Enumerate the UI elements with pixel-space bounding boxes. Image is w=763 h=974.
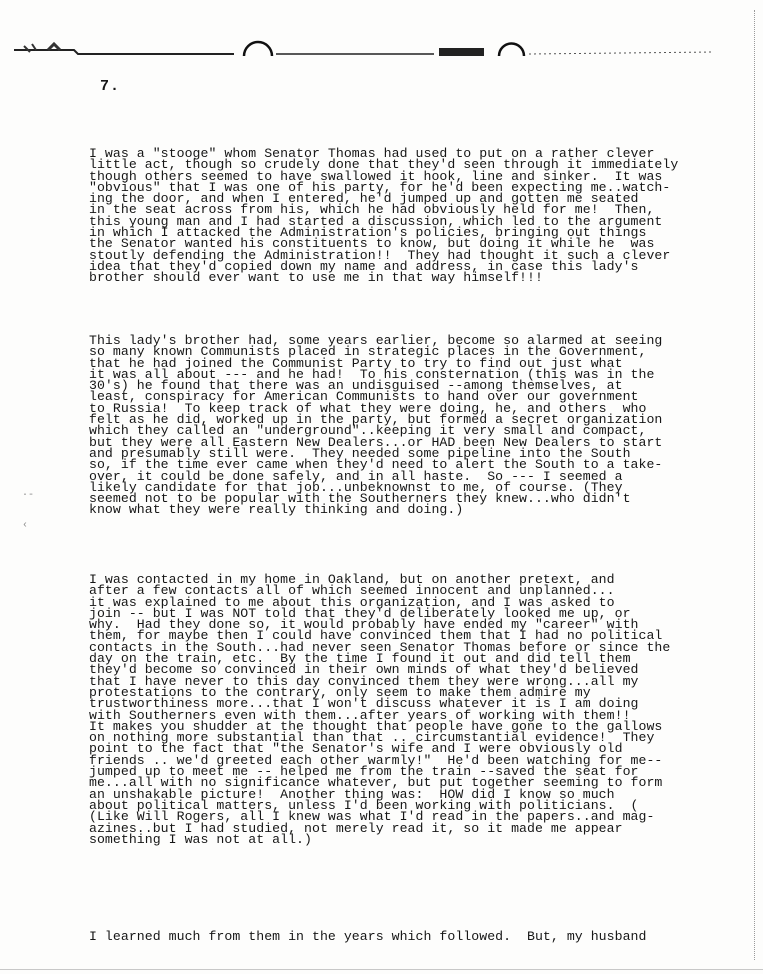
text-line: an unshakable picture! Another thing was: HOW did I know so much: [89, 786, 615, 802]
text-line: in the seat across from his, which he had obviously held for me! Then,: [89, 202, 655, 218]
text-line: It makes you shudder at the thought that people have gone to the gallows: [89, 718, 663, 734]
text-line: after a few contacts all of which seemed innocent and unplanned...: [89, 583, 615, 599]
text-line: friends .. we'd greeted each other warmly!" He'd been watching for me--: [89, 752, 663, 768]
text-line: "obvious" that I was one of his party, for he'd been expecting me..watch-: [89, 179, 671, 195]
text-line: know what they were really thinking and doing.): [89, 502, 464, 518]
text-line: to Russia! To keep track of what they were doing, he, and others who: [89, 400, 647, 416]
text-line: in which I attacked the Administration's policies, bringing out things: [89, 225, 647, 241]
text-line: though others seemed to have swallowed it hook, line and sinker. It was: [89, 168, 663, 184]
text-line: day on the train, etc. By the time I found it out and did tell them: [89, 651, 631, 667]
margin-mark: ‹: [22, 520, 29, 531]
margin-mark: ·-: [22, 490, 35, 501]
text-line: ing the door, and when I entered, he'd jumped up and gotten me seated: [89, 191, 639, 207]
text-line: that he had joined the Communist Party to try to find out just what: [89, 355, 623, 371]
text-line: so, if the time ever came when they'd need to alert the South to a take-: [89, 457, 663, 473]
text-line: I was a "stooge" whom Senator Thomas had used to put on a rather clever: [89, 146, 655, 161]
text-line: jumped up to meet me -- helped me from the train --saved the seat for: [89, 764, 639, 780]
text-line: I learned much from them in the years which followed. But, my husband: [89, 929, 647, 944]
text-line: and presumably still were. They needed some pipeline into the South: [89, 445, 631, 461]
paragraph-3: [89, 574, 719, 845]
text-line: something I was not at all.): [89, 831, 312, 847]
paragraph-1: [89, 148, 719, 284]
text-line: point to the fact that "the Senator's wife and I were obviously old: [89, 741, 623, 757]
paragraph-2: [89, 335, 719, 516]
text-line: protestations to the contrary, only seem to make them admire my: [89, 684, 591, 700]
text-line: brother should ever want to use me in that way himself!!!: [89, 270, 543, 286]
text-line: This lady's brother had, some years earlier, become so alarmed at seeing: [89, 333, 663, 348]
text-line: stoutly defending the Administration!! They had thought it such a clever: [89, 247, 671, 263]
text-line: that I have never to this day convinced them they were wrong...all my: [89, 673, 639, 689]
text-line: join -- but I was NOT told that they'd deliberately looked me up, or: [89, 605, 631, 621]
page-number: 7.: [100, 78, 121, 95]
text-line: trustworthiness more...that I won't discuss whatever it is I am doing: [89, 696, 639, 712]
text-line: likely candidate for that job...unbeknownst to me, of course. (They: [89, 479, 623, 495]
text-line: about political matters, unless I'd been working with politicians. (: [89, 797, 639, 813]
paragraph-4: [89, 931, 719, 942]
text-line: it was all about --- and he had! To his consternation (this was in the: [89, 366, 655, 382]
text-line: I was contacted in my home in Oakland, but on another pretext, and: [89, 572, 615, 587]
text-line: idea that they'd copied down my name and address, in case this lady's: [89, 258, 639, 274]
text-line: this young man and I had started a discussion, which led to the argument: [89, 213, 663, 229]
text-line: on nothing more substantial than that .. circumstantial evidence! They: [89, 730, 655, 746]
text-line: little act, though so crudely done that they'd seen through it immediately: [89, 157, 679, 173]
text-line: so many known Communists placed in strategic places in the Government,: [89, 344, 647, 360]
page-edge: [752, 10, 755, 960]
text-line: 30's) he found that there was an undisguised --among themselves, at: [89, 378, 623, 394]
text-line: felt as he did, worked up in the party, but formed a secret organization: [89, 412, 663, 428]
text-line: with Southerners even with them...after years of working with them!!: [89, 707, 631, 723]
text-line: they'd become so convinced in their own minds of what they'd believed: [89, 662, 639, 678]
text-line: least, conspiracy for American Communists to hand over our government: [89, 389, 639, 405]
binder-punch-strip: [14, 38, 714, 62]
text-line: them, for maybe then I could have convinced them that I had no political: [89, 628, 663, 644]
text-line: me...all with no significance whatever, but put together seeming to form: [89, 775, 663, 791]
page-bottom-edge: [0, 969, 763, 970]
text-line: which they called an "underground"..keeping it very small and compact,: [89, 423, 647, 439]
text-line: contacts in the South...had never seen Senator Thomas before or since the: [89, 639, 671, 655]
text-line: azines..but I had studied, not merely read it, so it made me appear: [89, 820, 623, 836]
text-line: why. Had they done so, it would probably have ended my "career" with: [89, 617, 639, 633]
text-line: over, it could be done safely, and in all haste. So --- I seemed a: [89, 468, 623, 484]
text-line: the Senator wanted his constituents to know, but doing it while he was: [89, 236, 655, 252]
text-line: it was explained to me about this organization, and I was asked to: [89, 594, 615, 610]
text-line: seemed not to be popular with the Southerners they knew...who didn't: [89, 491, 631, 507]
text-line: (Like Will Rogers, all I knew was what I'd read in the papers..and mag-: [89, 809, 655, 825]
text-line: but they were all Eastern New Dealers...or HAD been New Dealers to start: [89, 434, 663, 450]
